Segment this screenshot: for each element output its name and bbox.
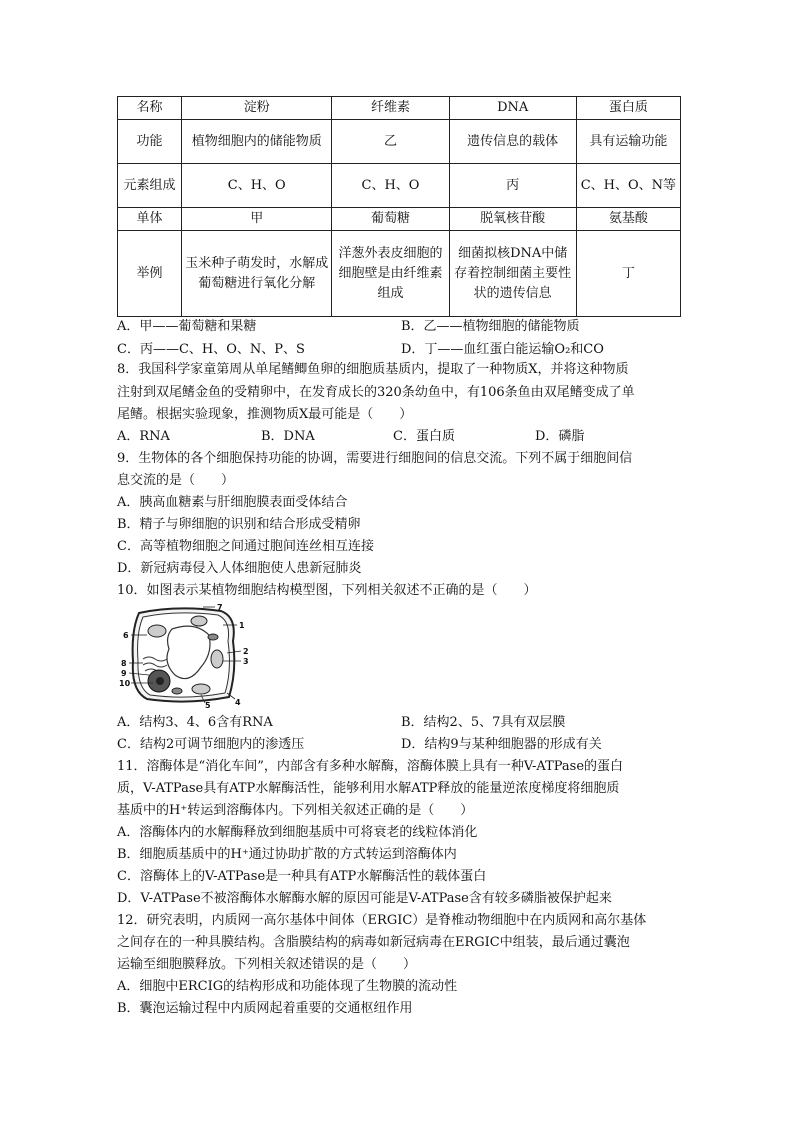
table-row xyxy=(118,120,681,164)
q9-stem-line: 9．生物体的各个细胞保持功能的协调，需要进行细胞间的信息交流。下列不属于细胞间信 xyxy=(117,451,633,466)
q11-option-a: A．溶酶体内的水解酶释放到细胞基质中可将衰老的线粒体消化 xyxy=(117,825,478,840)
q8-option-b: B．DNA xyxy=(261,429,315,444)
diagram-label: 8 xyxy=(121,659,127,668)
table-header-cell: 蛋白质 xyxy=(576,97,680,120)
table-header-cell: 淀粉 xyxy=(182,97,332,120)
q11-stem-line: 质，V-ATPase具有ATP水解酶活性，能够利用水解ATP释放的能量逆浓度梯度将细胞质 xyxy=(117,781,620,796)
q12-stem-line: 之间存在的一种具膜结构。含脂膜结构的病毒如新冠病毒在ERGIC中组装，最后通过囊泡 xyxy=(117,935,630,950)
q10-option-d: D．结构9与某种细胞器的形成有关 xyxy=(401,737,602,752)
q8-stem-line: 8．我国科学家童第周从单尾鳍鲫鱼卵的细胞质基质内，提取了一种物质X，并将这种物质 xyxy=(117,362,629,377)
mitochondrion xyxy=(208,634,218,640)
q7-option-d: D．丁——血红蛋白能运输O₂和CO xyxy=(401,342,604,357)
plant-cell-diagram xyxy=(117,601,263,709)
table-cell: 具有运输功能 xyxy=(576,120,680,164)
diagram-label: 3 xyxy=(243,657,249,666)
table-cell: C、H、O、N等 xyxy=(576,164,680,208)
table-header-row xyxy=(118,97,681,120)
nucleolus xyxy=(156,677,164,685)
q11-option-d: D．V-ATPase不被溶酶体水解酶水解的原因可能是V-ATPase含有较多磷脂被保护起来 xyxy=(117,891,612,906)
table-cell: 甲 xyxy=(182,208,332,231)
diagram-label: 2 xyxy=(243,647,249,656)
q11-option-c: C．溶酶体上的V-ATPase是一种具有ATP水解酶活性的载体蛋白 xyxy=(117,869,487,884)
mitochondrion xyxy=(172,688,182,694)
q10-option-c: C．结构2可调节细胞内的渗透压 xyxy=(117,737,305,752)
chloroplast xyxy=(148,625,166,637)
table-cell: 单体 xyxy=(118,208,182,231)
table-cell: 乙 xyxy=(332,120,449,164)
table-cell: 丁 xyxy=(576,231,680,317)
q12-option-b: B．囊泡运输过程中内质网起着重要的交通枢纽作用 xyxy=(117,1001,413,1016)
q10-stem: 10．如图表示某植物细胞结构模型图，下列相关叙述不正确的是（ ） xyxy=(117,583,537,598)
table-cell: 丙 xyxy=(449,164,576,208)
table-header-cell: 名称 xyxy=(118,97,182,120)
q8-stem-line: 注射到双尾鳍金鱼的受精卵中，在发育成长的320条幼鱼中，有106条鱼由双尾鳍变成了单 xyxy=(117,385,635,400)
q7-option-c: C．丙——C、H、O、N、P、S xyxy=(117,342,305,357)
q11-stem-line: 基质中的H⁺转运到溶酶体内。下列相关叙述正确的是（ ） xyxy=(117,803,474,818)
q9-option-c: C．高等植物细胞之间通过胞间连丝相互连接 xyxy=(117,539,374,554)
table-cell: 葡萄糖 xyxy=(332,208,449,231)
diagram-label: 9 xyxy=(121,669,127,678)
diagram-label: 7 xyxy=(217,603,223,612)
table-cell: 细菌拟核DNA中储存着控制细菌主要性状的遗传信息 xyxy=(449,231,576,317)
table-cell: 举例 xyxy=(118,231,182,317)
table-cell: C、H、O xyxy=(332,164,449,208)
table-cell: C、H、O xyxy=(182,164,332,208)
chloroplast xyxy=(191,616,207,626)
q8-option-d: D．磷脂 xyxy=(535,429,585,444)
diagram-label: 6 xyxy=(123,631,129,640)
q12-stem-line: 运输至细胞膜释放。下列相关叙述错误的是（ ） xyxy=(117,957,417,972)
q9-stem-line: 息交流的是（ ） xyxy=(117,473,235,488)
q10-option-b: B．结构2、5、7具有双层膜 xyxy=(401,715,566,730)
q8-option-a: A．RNA xyxy=(117,429,170,444)
q12-stem-line: 12．研究表明，内质网一高尔基体中间体（ERGIC）是脊椎动物细胞中在内质网和高尔基体 xyxy=(117,913,647,928)
table-cell: 遗传信息的载体 xyxy=(449,120,576,164)
diagram-label: 1 xyxy=(239,621,245,630)
table-row xyxy=(118,164,681,208)
table-cell: 洋葱外表皮细胞的细胞壁是由纤维素组成 xyxy=(332,231,449,317)
q8-stem-line: 尾鳍。根据实验现象，推测物质X最可能是（ ） xyxy=(117,407,413,422)
table-cell: 功能 xyxy=(118,120,182,164)
table-cell: 植物细胞内的储能物质 xyxy=(182,120,332,164)
table-row xyxy=(118,208,681,231)
table-header-cell: 纤维素 xyxy=(332,97,449,120)
diagram-label: 4 xyxy=(235,698,241,707)
biology-table xyxy=(117,96,681,317)
table-cell: 玉米种子萌发时，水解成葡萄糖进行氧化分解 xyxy=(182,231,332,317)
chloroplast xyxy=(192,684,210,694)
q12-option-a: A．细胞中ERCIG的结构形成和功能体现了生物膜的流动性 xyxy=(117,979,458,994)
q9-option-a: A．胰高血糖素与肝细胞膜表面受体结合 xyxy=(117,495,348,510)
diagram-label: 5 xyxy=(205,701,211,709)
q11-option-b: B．细胞质基质中的H⁺通过协助扩散的方式转运到溶酶体内 xyxy=(117,847,457,862)
biology-table-wrapper xyxy=(117,96,681,317)
q9-option-d: D．新冠病毒侵入人体细胞使人患新冠肺炎 xyxy=(117,561,362,576)
q7-option-a: A．甲——葡萄糖和果糖 xyxy=(117,319,257,334)
table-cell: 元素组成 xyxy=(118,164,182,208)
table-cell: 氨基酸 xyxy=(576,208,680,231)
table-header-cell: DNA xyxy=(449,97,576,120)
q9-option-b: B．精子与卵细胞的识别和结合形成受精卵 xyxy=(117,517,361,532)
table-cell: 脱氧核苷酸 xyxy=(449,208,576,231)
q10-option-a: A．结构3、4、6含有RNA xyxy=(117,715,273,730)
q11-stem-line: 11．溶酶体是“消化车间”，内部含有多种水解酶，溶酶体膜上具有一种V-ATPase的蛋白 xyxy=(117,759,624,774)
chloroplast xyxy=(211,650,223,668)
diagram-label: 10 xyxy=(119,679,131,688)
table-row xyxy=(118,231,681,317)
q7-option-b: B．乙——植物细胞的储能物质 xyxy=(401,319,580,334)
q8-option-c: C．蛋白质 xyxy=(393,429,455,444)
